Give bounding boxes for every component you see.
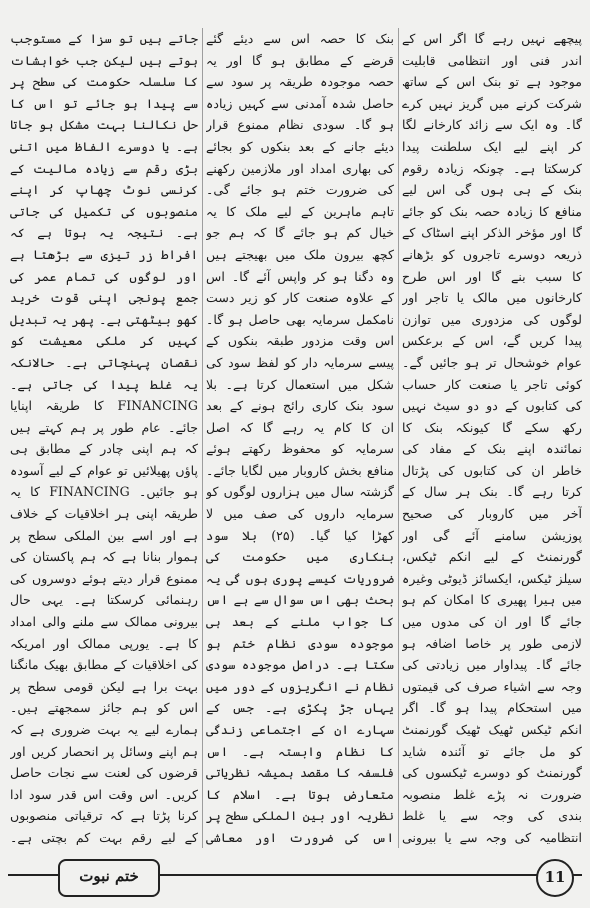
text-column-right: [402, 28, 582, 848]
column-text: بنک کا حصہ اس سے دیئے گئے قرضے کے مطابق ہو گا اور یہ حصہ موجودہ طریقہ پر سود سے حاصل شدہ آمدنی سے کہیں زیادہ ہو گا۔ سودی نظام ممنوع قرار دیئے جانے کے بعد بنکوں کو بجائے کی بھاری امداد اور ملازمین رکھنے کی ضرورت ختم ہو جائے گی۔ تاہم ماہرین کے لیے ملک کا یہ خیال کم ہو جائے گا کہ ہم جو کچھ بیرون ملک میں بھیجتے ہیں وہ دگنا ہو کر واپس آئے گا۔ اس کے علاوہ صنعت کار کو زیر دست نامکمل سرمایہ بھی حاصل ہو گا۔ اس وقت مزدور طبقہ بنکوں کے پیسے سرمایہ دار کو لفظ سود کی شکل میں استعمال کرتا ہے۔ بلا سود بنک کاری رائج ہونے کے بعد ان کا کام یہ رہے گا کہ اصل سرمایہ کو محفوظ رکھتے ہوئے منافع بخش کاروبار میں لگایا جائے۔ گزشتہ سال میں ہزاروں لوگوں کو سرمایہ داروں کی صف میں لا کھڑا کیا گیا۔ (۲۵) بلا سود بنکاری میں حکومت کی ضروریات کیسے پوری ہوں گی یہ بحث بھی اس سوال سے ہے اس کا جواب ملنے کے بعد ہی موجودہ سودی نظام ختم ہو سکتا ہے۔ دراصل موجودہ سودی نظام نے انگریزوں کے دور میں یہاں جڑ پکڑی ہے۔ جس کے سہارے ان کے اجتماعی زندگی کا نظام وابستہ ہے۔ اس فلسفہ کا مقصد ہمیشہ نظریاتی متعارض ہوتا ہے۔ اسلام کا نظریہ اور بین الملکی سطح پر اس کی ضرورت اور معاشی: [206, 31, 394, 845]
text-column-left: [10, 28, 198, 848]
page-footer: [8, 855, 582, 897]
column-text: پیچھے نہیں رہے گا اگر اس کے اندر فنی اور انتظامی قابلیت موجود ہے تو بنک اس کے ساتھ شرکت کرنے میں گریز نہیں کرے گا۔ وہ ایک سے زائد کارخانے لگا کر اپنے لیے ایک سلطنت پیدا کرسکتا ہے۔ چونکہ زیادہ رقوم بنک کے ہی ہوں گی اس لیے منافع کا زیادہ حصہ بنک کو جائے گا اور مؤخر الذکر اپنے اسٹاک کے ذریعہ دوسرے تاجروں کو بڑھانے کا سبب بنے گا اور اس طرح کارخانوں میں مالک یا تاجر اور لوگوں کی مزدوری میں توازن پیدا کریں گے، اس کے برعکس عوام خوشحال تر ہو جائیں گے۔ کوئی تاجر یا صنعت کار حساب کی کتابوں کے دو دو سیٹ نہیں رکھ سکے گا کیونکہ بنک کا نمائندہ اپنے بنک کے مفاد کی خاطر ان کی کتابوں کی پڑتال کرتا رہے گا۔ بنک ہر سال کے آخر میں کاروبار کی صحیح پوزیشن سامنے آئے گی اور گورنمنٹ کے لیے انکم ٹیکس، سیلز ٹیکس، ایکسائز ڈیوٹی وغیرہ میں ہیرا پھیری کا امکان کم ہو جائے گا اور ان کی مدوں میں لازمی طور پر خاصا اضافہ ہو جائے گا۔ پیداوار میں زیادتی کی وجہ سے اشیاء صرف کی قیمتوں میں استحکام پیدا ہو گا۔ اگر انکم ٹیکس ٹھیک ٹھیک گورنمنٹ کو مل جائے تو آئندہ شاید گورنمنٹ کو دوسرے ٹیکسوں کی ضرورت نہ پڑے غلط منصوبہ بندی کی وجہ سے یا غلط انتظامیہ کی وجہ سے یا بیرونی: [402, 31, 582, 845]
column-divider: [202, 28, 203, 848]
masthead-logo: ختم نبوت: [58, 859, 160, 897]
column-divider: [398, 28, 399, 848]
text-column-middle: [206, 28, 394, 848]
page-number: 11: [536, 859, 574, 897]
column-text: جاتے ہیں تو سزا کے مستوجب ہوتے ہیں لیکن جب خواہشات کا سلسلہ حکومت کی سطح پر سے پیدا ہو جائے تو اس کا حل نکالنا بہت مشکل ہو جاتا ہے۔ یا دوسرے الفاظ میں اتنی بڑی رقم سے زیادہ مالیت کے کرنسی نوٹ چھاپ کر اپنے منصوبوں کی تکمیل کی جاتی ہے۔ نتیجہ یہ ہوتا ہے کہ افراط زر تیزی سے بڑھتا ہے اور لوگوں کی تمام عمر کی جمع پونجی اپنی قوت خرید کھو بیٹھتی ہے۔ پھر یہ تبدیل کہیں کر ملکی معیشت کو نقصان پہنچاتی ہے۔ حالانکہ یہ غلط پیدا کی جاتی ہے۔ FINANCING کا طریقہ اپنایا جائے۔ عام طور پر ہم کہتے ہیں کہ ہم اپنی چادر کے مطابق ہی پاؤں پھیلائیں تو عوام کے لیے آسودہ ہو جائیں۔ FINANCING کا یہ طریقہ اپنی ہر اخلاقیات کے خلاف ہے اور اسے بین الملکی سطح پر ہموار بنانا ہے کہ ہم پاکستان کی ممنوع قرار دیتے ہوئے دوسروں کی رہنمائی کرسکتا ہے۔ یہی حال بیرونی ممالک سے ملنے والی امداد کا ہے۔ یورپی ممالک اور امریکہ کی اخلاقیات کے مطابق بھیک مانگنا بہت برا ہے لیکن قومی سطح پر اس کو ہم جائز سمجھتے ہیں۔ ہمارے لیے یہ بہت ضروری ہے کہ ہم اپنے وسائل پر انحصار کریں اور قرضوں کی لعنت سے نجات حاصل کریں۔ اس وقت اس قدر سود ادا کرنا پڑتا ہے کہ ترقیاتی منصوبوں کے لیے رقم بہت کم بچتی ہے۔: [10, 31, 198, 845]
